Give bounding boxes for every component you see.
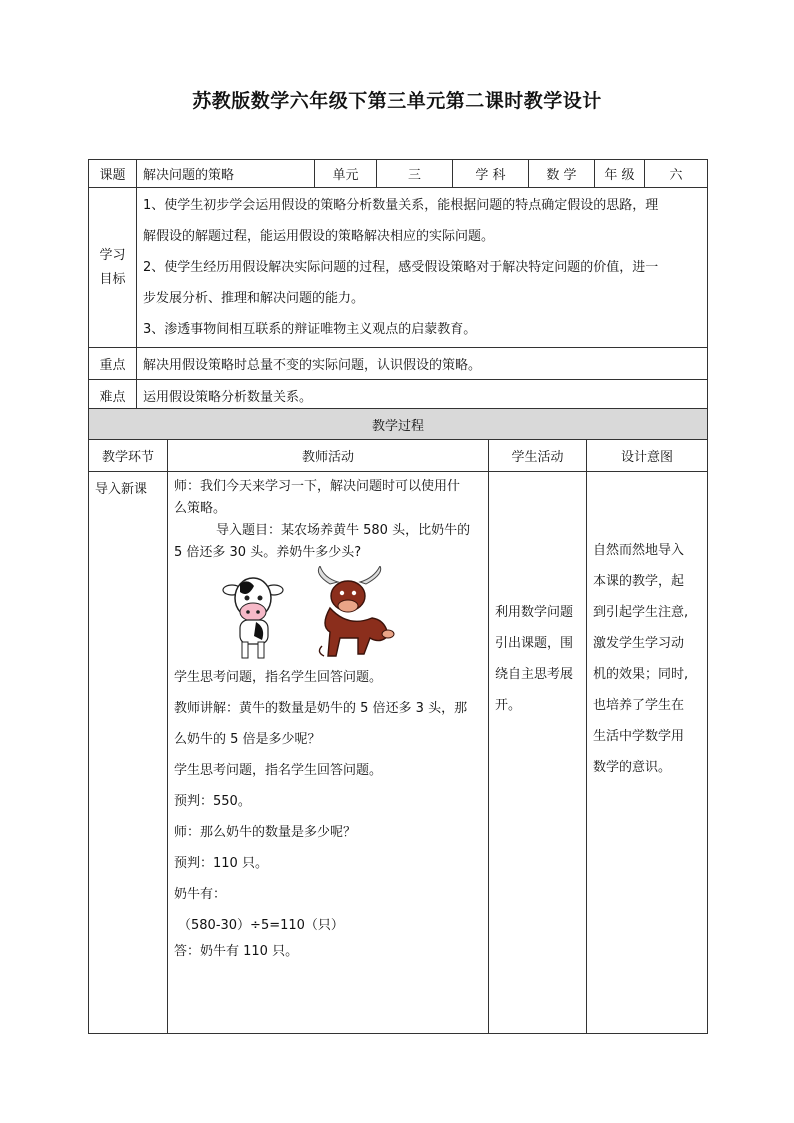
header-stage: 教学环节 [89, 440, 168, 472]
key-point-value: 解决用假设策略时总量不变的实际问题，认识假设的策略。 [137, 348, 708, 380]
difficulty-label: 难点 [89, 380, 137, 412]
header-teacher: 教师活动 [168, 440, 489, 472]
objective-line: 1、使学生初步学会运用假设的策略分析数量关系，能根据问题的特点确定假设的思路，理 [143, 198, 659, 213]
document-title: 苏教版数学六年级下第三单元第二课时教学设计 [192, 90, 602, 112]
unit-value: 三 [377, 160, 453, 188]
grade-value: 六 [645, 160, 708, 188]
objective-line: 3、渗透事物间相互联系的辩证唯物主义观点的启蒙教育。 [143, 322, 477, 337]
unit-label: 单元 [315, 160, 377, 188]
teacher-activity: 师：我们今天来学习一下，解决问题时可以使用什 么策略。 导入题目：某农场养黄牛 580 头，比奶牛的 5 倍还多 30 头。养奶牛多少头? 学生思考问题，指名学生回答问题。 教师讲解：黄牛的数量是奶牛的 5 倍还多 3 头，那 么奶牛的 5 倍是多少呢？ 学生思考问题，指名学生回答问题。 预判：550。 师：那么奶牛的数量是多少呢？ 预判：110 只。 奶牛有： （580-30）÷5=110（只） 答：奶牛有 110 只。 [168, 472, 489, 1034]
objective-line: 步发展分析、推理和解决问题的能力。 [143, 291, 365, 306]
cows-illustration [174, 564, 482, 662]
lesson-info-table [88, 159, 708, 412]
subject-value: 数 学 [529, 160, 595, 188]
dairy-cow-image [218, 570, 288, 662]
topic-value: 解决问题的策略 [137, 160, 315, 188]
objective-line: 2、使学生经历用假设解决实际问题的过程，感受假设策略对于解决特定问题的价值，进一 [143, 260, 659, 275]
teaching-process-table [88, 408, 708, 1034]
student-activity: 利用数学问题 引出课题，围 绕自主思考展 开。 [489, 472, 587, 1034]
grade-label: 年 级 [595, 160, 645, 188]
stage-cell: 导入新课 [89, 472, 168, 1034]
topic-label: 课题 [89, 160, 137, 188]
header-design: 设计意图 [587, 440, 708, 472]
header-student: 学生活动 [489, 440, 587, 472]
objective-line: 解假设的解题过程，能运用假设的策略解决相应的实际问题。 [143, 229, 495, 244]
difficulty-value: 运用假设策略分析数量关系。 [137, 380, 708, 412]
key-point-label: 重点 [89, 348, 137, 380]
objectives-text [137, 188, 708, 348]
design-intent: 自然而然地导入 本课的教学，起 到引起学生注意, 激发学生学习动 机的效果；同时, 也培养了学生在 生活中学数学用 数学的意识。 [587, 472, 708, 1034]
bull-image [300, 566, 400, 662]
subject-label: 学 科 [453, 160, 529, 188]
objectives-label: 学习 目标 [89, 188, 137, 348]
process-band-title: 教学过程 [89, 409, 708, 440]
